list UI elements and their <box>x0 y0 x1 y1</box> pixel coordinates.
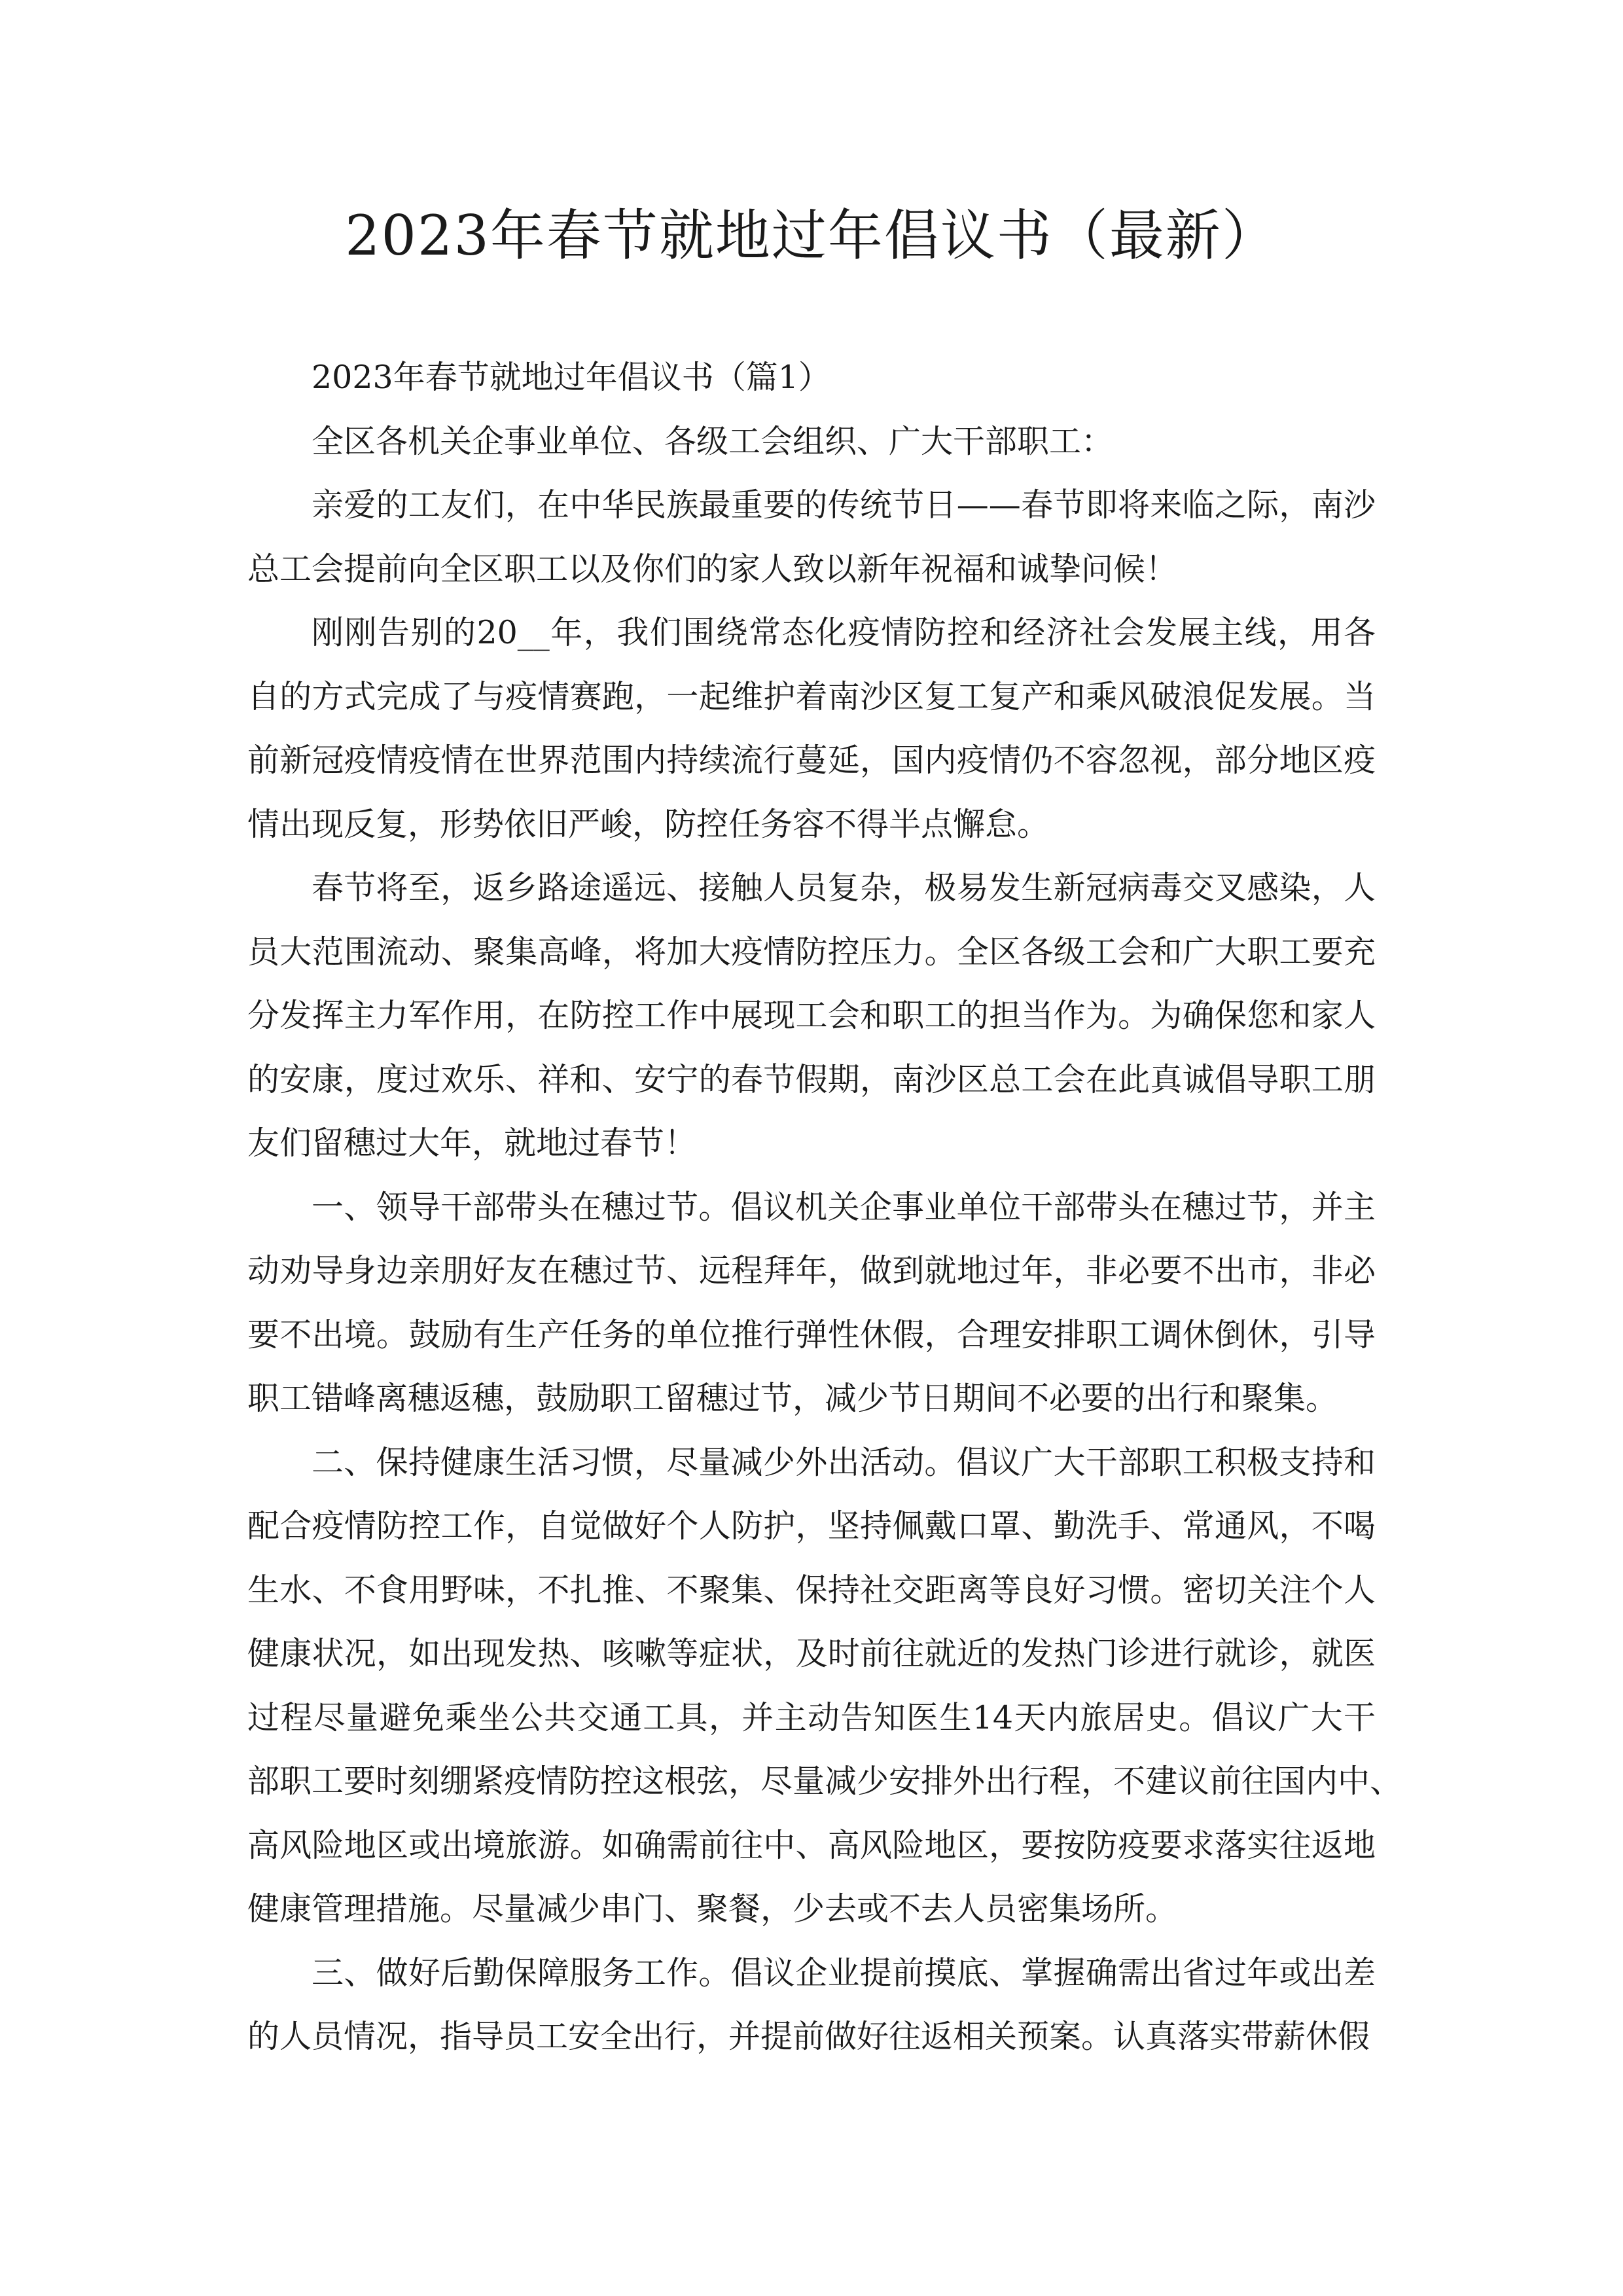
paragraph-5-line-2: 员大范围流动、聚集高峰，将加大疫情防控压力。全区各级工会和广大职工要充 <box>247 933 1376 971</box>
paragraph-8-line-1: 三、做好后勤保障服务工作。倡议企业提前摸底、掌握确需出省过年或出差 <box>312 1954 1376 1992</box>
paragraph-7-line-3: 生水、不食用野味，不扎推、不聚集、保持社交距离等良好习惯。密切关注个人 <box>247 1571 1376 1609</box>
paragraph-7-line-2: 配合疫情防控工作，自觉做好个人防护，坚持佩戴口罩、勤洗手、常通风，不喝 <box>247 1507 1376 1545</box>
paragraph-4-line-2: 自的方式完成了与疫情赛跑，一起维护着南沙区复工复产和乘风破浪促发展。当 <box>247 677 1376 715</box>
paragraph-5-line-4: 的安康，度过欢乐、祥和、安宁的春节假期，南沙区总工会在此真诚倡导职工朋 <box>247 1060 1376 1098</box>
paragraph-4-line-1: 刚刚告别的20__年，我们围绕常态化疫情防控和经济社会发展主线，用各 <box>312 614 1376 651</box>
paragraph-7-line-5: 过程尽量避免乘坐公共交通工具，并主动告知医生14天内旅居史。倡议广大干 <box>247 1698 1376 1736</box>
paragraph-7-line-7: 高风险地区或出境旅游。如确需前往中、高风险地区，要按防疫要求落实往返地 <box>247 1826 1376 1864</box>
paragraph-7-line-8: 健康管理措施。尽量减少串门、聚餐，少去或不去人员密集场所。 <box>247 1890 1178 1928</box>
paragraph-6-line-1: 一、领导干部带头在穗过节。倡议机关企事业单位干部带头在穗过节，并主 <box>312 1188 1376 1226</box>
paragraph-5-line-5: 友们留穗过大年，就地过春节！ <box>247 1124 697 1162</box>
paragraph-4-line-3: 前新冠疫情疫情在世界范围内持续流行蔓延，国内疫情仍不容忽视，部分地区疫 <box>247 742 1376 779</box>
paragraph-5-line-3: 分发挥主力军作用，在防控工作中展现工会和职工的担当作为。为确保您和家人 <box>247 997 1376 1034</box>
paragraph-5-line-1: 春节将至，返乡路途遥远、接触人员复杂，极易发生新冠病毒交叉感染，人 <box>312 869 1376 906</box>
paragraph-4-line-4: 情出现反复，形势依旧严峻，防控任务容不得半点懈怠。 <box>247 805 1050 843</box>
paragraph-6-line-3: 要不出境。鼓励有生产任务的单位推行弹性休假，合理安排职工调休倒休，引导 <box>247 1316 1376 1354</box>
paragraph-7-line-4: 健康状况，如出现发热、咳嗽等症状，及时前往就近的发热门诊进行就诊，就医 <box>247 1635 1376 1672</box>
paragraph-3-line-2: 总工会提前向全区职工以及你们的家人致以新年祝福和诚挚问候！ <box>247 550 1178 588</box>
document-title: 2023年春节就地过年倡议书（最新） <box>345 204 1278 268</box>
paragraph-8-line-2: 的人员情况，指导员工安全出行，并提前做好往返相关预案。认真落实带薪休假 <box>247 2018 1370 2055</box>
paragraph-1-line-1: 2023年春节就地过年倡议书（篇1） <box>312 359 830 396</box>
paragraph-6-line-4: 职工错峰离穗返穗，鼓励职工留穗过节，减少节日期间不必要的出行和聚集。 <box>247 1380 1338 1417</box>
paragraph-6-line-2: 动劝导身边亲朋好友在穗过节、远程拜年，做到就地过年，非必要不出市，非必 <box>247 1252 1376 1289</box>
paragraph-7-line-6: 部职工要时刻绷紧疫情防控这根弦，尽量减少安排外出行程，不建议前往国内中、 <box>247 1763 1402 1800</box>
paragraph-2-line-1: 全区各机关企事业单位、各级工会组织、广大干部职工： <box>312 422 1114 460</box>
paragraph-7-line-1: 二、保持健康生活习惯，尽量减少外出活动。倡议广大干部职工积极支持和 <box>312 1443 1376 1481</box>
paragraph-3-line-1: 亲爱的工友们，在中华民族最重要的传统节日——春节即将来临之际，南沙 <box>312 486 1376 524</box>
